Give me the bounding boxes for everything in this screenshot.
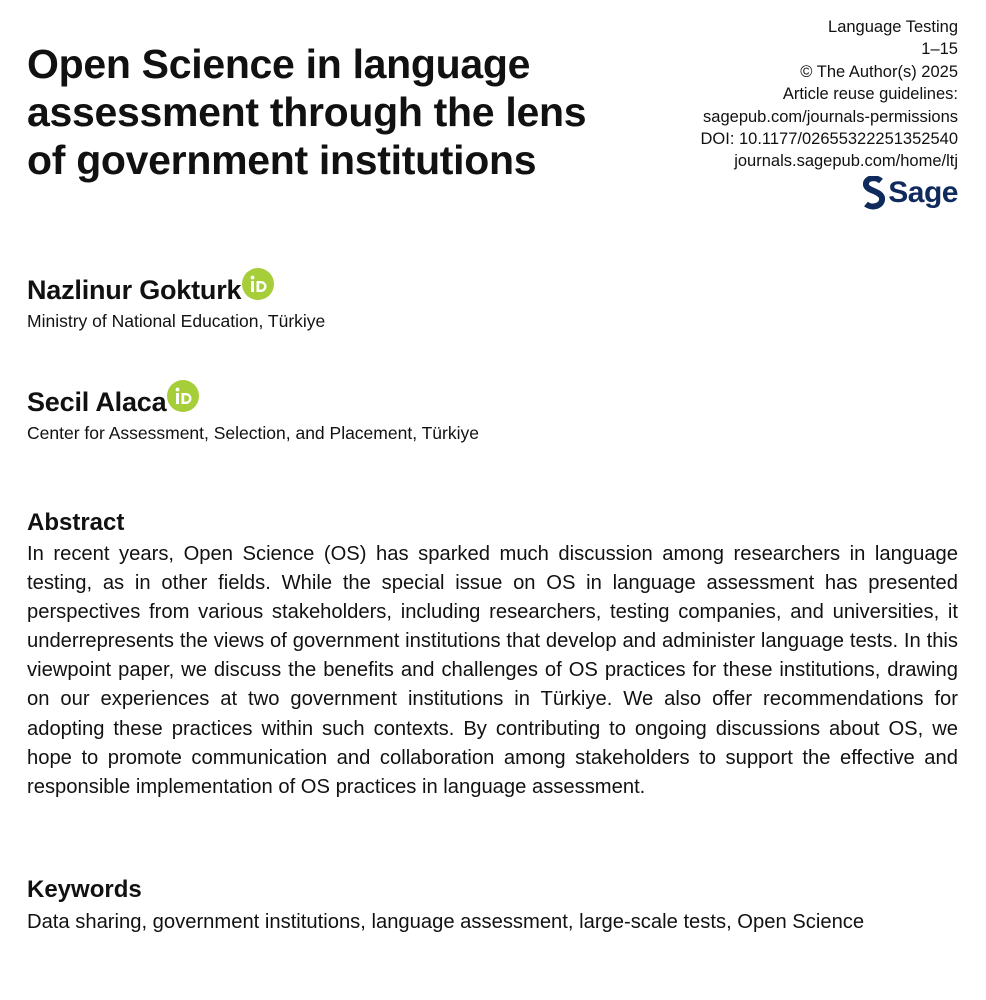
permissions-link[interactable]: sagepub.com/journals-permissions [703,107,958,126]
journal-metadata [700,16,958,173]
abstract-heading: Abstract [27,509,125,536]
orcid-icon[interactable] [167,380,199,412]
copyright: © The Author(s) 2025 [800,62,958,81]
reuse-label: Article reuse guidelines: [782,85,958,104]
author-name [27,274,274,306]
author-name-text: Secil Alaca [27,386,167,417]
publisher-name: Sage [888,176,958,209]
keywords-heading: Keywords [27,876,142,903]
article-title: Open Science in language assessment through the lens of government institutions [27,41,587,183]
author-affiliation: Ministry of National Education, Türkiye [27,311,326,331]
page-range: 1–15 [921,40,958,59]
journal-name: Language Testing [828,18,958,36]
doi[interactable]: DOI: 10.1177/02655322251352540 [700,130,958,149]
author-name [27,386,199,418]
abstract-text: In recent years, Open Science (OS) has sparked much discussion among researchers in language testing, as in other fields. While the special issue on OS in language assessment has presented perspectives from various stakeholders, including researchers, testing companies, and universities, it underrepresents the views of government institutions that develop and administer language tests. In this viewpoint paper, we discuss the benefits and challenges of OS practices for these institutions, drawing on our experiences at two government institutions in Türkiye. We also offer recommendations for adopting these practices within such contexts. By contributing to ongoing discussions about OS, we hope to promote communication and collaboration among stakeholders to support the effective and responsible implementation of OS practices in language assessment. [27,543,958,798]
author-2 [27,386,479,444]
keywords-text: Data sharing, government institutions, language assessment, large-scale tests, Open Science [27,911,865,933]
orcid-icon[interactable] [242,268,274,300]
sage-logo[interactable] [863,176,958,210]
author-1 [27,274,325,332]
sage-logo-icon [863,176,885,210]
journal-link[interactable]: journals.sagepub.com/home/ltj [734,152,958,171]
author-name-text: Nazlinur Gokturk [27,274,242,305]
author-affiliation: Center for Assessment, Selection, and Placement, Türkiye [27,423,479,443]
